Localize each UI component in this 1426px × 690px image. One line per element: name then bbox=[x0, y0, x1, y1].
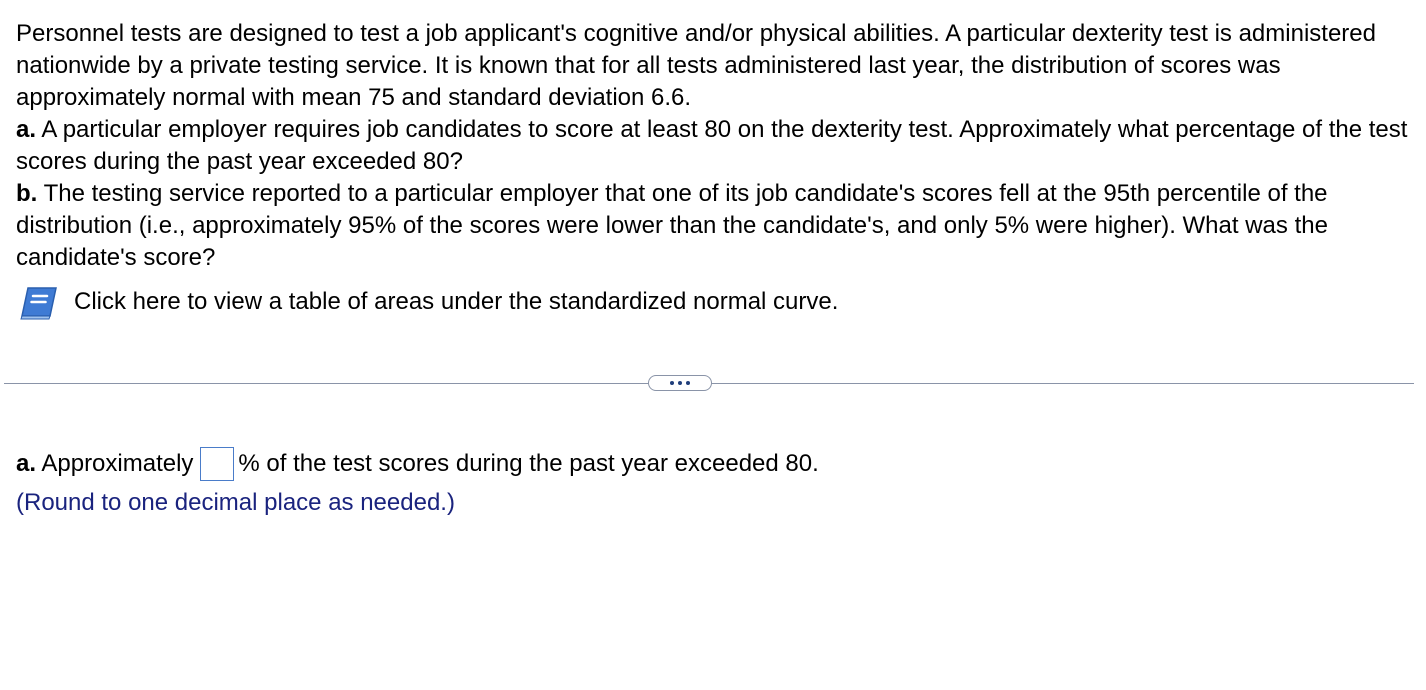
question-intro: Personnel tests are designed to test a job applicant's cognitive and/or physical abilities. A particular dexterity test is administered nationwide by a private testing service. It is known that for all tests administered last year, the distribution of scores was approximately normal with mean 75 and standard deviation 6.6. bbox=[16, 20, 1376, 111]
answer-part-a bbox=[16, 447, 819, 481]
question-part-a bbox=[16, 114, 1411, 178]
question-text bbox=[16, 18, 1411, 274]
answer-a-prefix: Approximately bbox=[36, 450, 194, 477]
book-icon[interactable] bbox=[18, 284, 64, 320]
answer-a-suffix: % of the test scores during the past year exceeded 80. bbox=[238, 450, 819, 477]
ellipsis-icon bbox=[670, 381, 690, 385]
expand-more-button[interactable] bbox=[648, 375, 712, 391]
answer-a-label: a. bbox=[16, 450, 37, 477]
question-part-b bbox=[16, 178, 1411, 274]
normal-table-link-text[interactable]: Click here to view a table of areas under the standardized normal curve. bbox=[74, 288, 839, 315]
part-a-label: a. bbox=[16, 116, 37, 143]
rounding-hint: (Round to one decimal place as needed.) bbox=[16, 489, 455, 516]
part-a-text: A particular employer requires job candidates to score at least 80 on the dexterity test. Approximately what percentage of the test scores during the past year exceeded 80? bbox=[16, 116, 1408, 175]
percentage-answer-input[interactable] bbox=[200, 447, 234, 481]
part-b-label: b. bbox=[16, 180, 38, 207]
part-b-text: The testing service reported to a particular employer that one of its job candidate's scores fell at the 95th percentile of the distribution (i.e., approximately 95% of the scores were lower than the candidate's, and only 5% were higher). What was the candidate's score? bbox=[16, 180, 1328, 271]
normal-table-link[interactable] bbox=[18, 284, 838, 320]
